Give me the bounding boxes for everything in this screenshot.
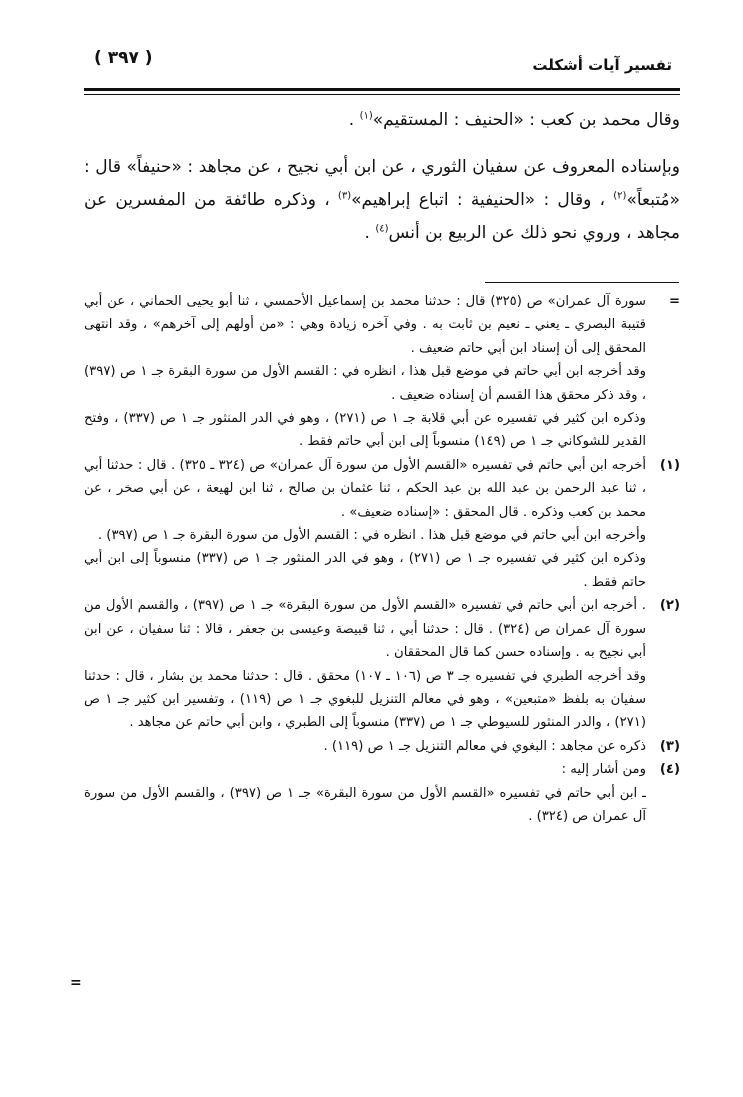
main-text [84, 104, 680, 250]
header-rule-thick [84, 88, 680, 91]
footnote-number: (٤) [659, 762, 680, 778]
main-paragraph-1: وقال محمد بن كعب : «الحنيف : المستقيم»$^{(١)}$ . [348, 110, 680, 130]
continues-mark: = [70, 975, 82, 991]
page-header [84, 44, 680, 88]
continuation-mark: = [668, 294, 680, 309]
footnote-number: (٢) [659, 598, 680, 614]
footnote-continuation: = سورة آل عمران» ص (٣٢٥) قال : حدثنا محمد بن إسماعيل الأحمسي ، ثنا أبو يحيى الحماني ، عن أبي قتيبة البصري ـ يعني ـ نعيم بن ثابت به . وفي آخره زيادة وهي : «من أولهم إلى آخرهم» ، وقد انتهى المحقق إلى أن إسناد ابن أبي حاتم ضعيف . وقد أخرجه ابن أبي حاتم في موضع قبل هذا ، انظره في : القسم الأول من سورة البقرة جـ ١ ص (٣٩٧) ، وقد ذكر محقق هذا القسم أن إسناده ضعيف . وذكره ابن كثير في تفسيره عن أبي قلابة جـ ١ ص (٢٧١) ، وهو في الدر المنثور جـ ١ ص (٣٣٧) ، وفتح القدير للشوكاني جـ ١ ص (١٤٩) منسوباً إلى ابن أبي حاتم فقط . [84, 290, 680, 454]
footnote-2: (٢) . أخرجه ابن أبي حاتم في تفسيره «القسم الأول من سورة البقرة» جـ ١ ص (٣٩٧) ، والقسم الأول من سورة آل عمران ص (٣٢٤) . قال : حدثنا أبي ، ثنا قبيصة وعيسى بن جعفر ، قالا : ثنا سفيان ، عن ابن أبي نجيح به . وإسناده حسن كما قال المحققان . وقد أخرجه الطبري في تفسيره جـ ٣ ص (١٠٦ ـ ١٠٧) محقق . قال : حدثنا محمد بن بشار ، قال : حدثنا سفيان به بلفظ «متبعين» ، وهو في معالم التنزيل للبغوي جـ ١ ص (١١٩) ، وتفسير ابن كثير جـ ١ ص (٢٧١) ، والدر المنثور للسيوطي جـ ١ ص (٣٣٧) منسوباً إلى الطبري ، وابن أبي حاتم عن مجاهد . [84, 594, 680, 734]
page-number: ( ٣٩٧ ) [94, 48, 153, 68]
running-title: تفسير آيات أشكلت [532, 56, 672, 74]
footnotes [84, 290, 680, 828]
footnote-number: (٣) [659, 738, 680, 754]
footnote-3: (٣) ذكره عن مجاهد : البغوي في معالم التنزيل جـ ١ ص (١١٩) . [84, 735, 680, 758]
footnote-number: (١) [659, 457, 680, 473]
footnote-ref-2: (٢) [613, 190, 627, 202]
footnote-separator [485, 282, 679, 283]
main-paragraph-2: وبإسناده المعروف عن سفيان الثوري ، عن ابن أبي نجيح ، عن مجاهد : «حنيفاً» قال : «مُتبعاً»$^{(٢)}$ ، وقال : «الحنيفية : اتباع إبراهيم»$^{(٣)}$ ، وذكره طائفة من المفسرين عن مجاهد ، وروي نحو ذلك عن الربيع بن أنس$^{(٤)}$ . [84, 157, 680, 243]
footnote-4: (٤) ومن أشار إليه : ـ ابن أبي حاتم في تفسيره «القسم الأول من سورة البقرة» جـ ١ ص (٣٩٧) ، والقسم الأول من سورة آل عمران ص (٣٢٤) . [84, 758, 680, 828]
footnote-ref-1: (١) [359, 110, 373, 122]
footnote-ref-4: (٤) [375, 223, 389, 235]
header-rule-thin [84, 94, 680, 95]
footnote-ref-3: (٣) [337, 190, 352, 202]
footnote-1: (١) أخرجه ابن أبي حاتم في تفسيره «القسم الأول من سورة آل عمران» ص (٣٢٤ ـ ٣٢٥) . قال : حدثنا أبي ، ثنا عبد الرحمن بن عبد الله بن عبد الحكم ، ثنا عثمان بن صالح ، ثنا ابن لهيعة ، عن أبي صخر ، عن محمد بن كعب وذكره . قال المحقق : «إسناده ضعيف» . وأخرجه ابن أبي حاتم في موضع قبل هذا . انظره في : القسم الأول من سورة البقرة جـ ١ ص (٣٩٧) . وذكره ابن كثير في تفسيره جـ ١ ص (٢٧١) ، وهو في الدر المنثور جـ ١ ص (٣٣٧) منسوباً إلى ابن أبي حاتم فقط . [84, 454, 680, 594]
